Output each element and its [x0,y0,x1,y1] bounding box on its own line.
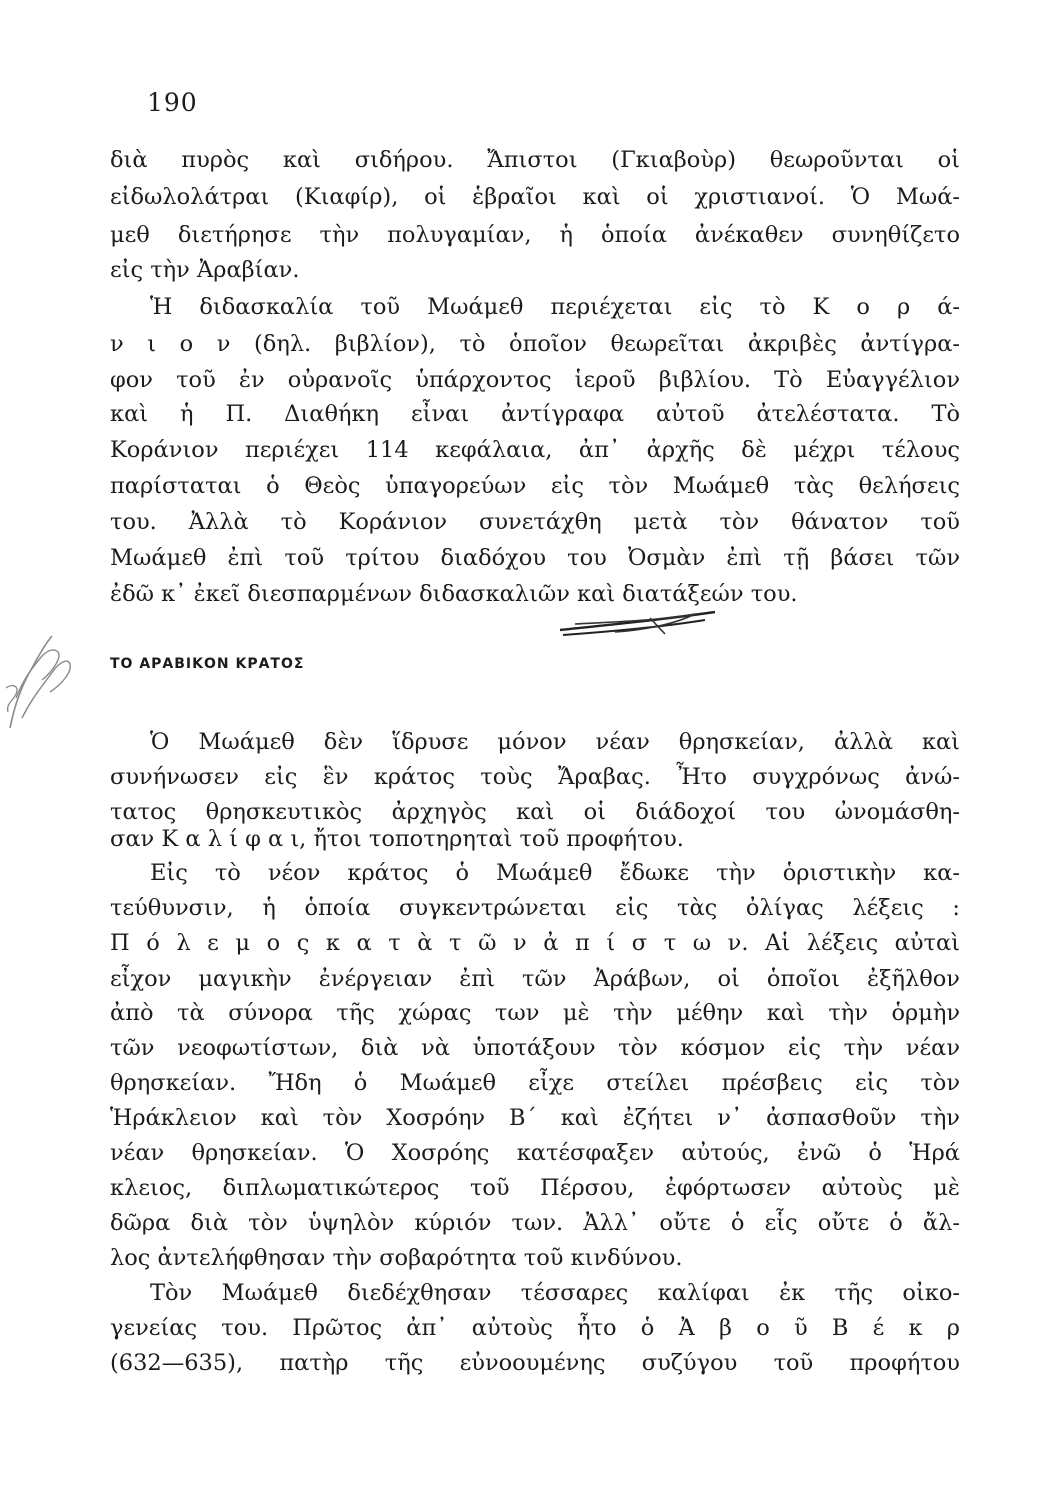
text-line: μεθ διετήρησε τὴν πολυγαμίαν, ἡ ὁποία ἀνέκαθεν συνηθίζετο [110,222,960,248]
text-line: παρίσταται ὁ Θεὸς ὑπαγορεύων εἰς τὸν Μωάμεθ τὰς θελήσεις [110,473,960,499]
text-line: καὶ ἡ Π. Διαθήκη εἶναι ἀντίγραφα αὐτοῦ ἀτελέστατα. Τὸ [110,401,960,427]
text-line: του. Ἀλλὰ τὸ Κοράνιον συνετάχθη μετὰ τὸν θάνατον τοῦ [110,509,960,535]
text-line: συνήνωσεν εἰς ἓν κράτος τοὺς Ἄραβας. Ἦτο συγχρόνως ἀνώ- [110,764,960,790]
ornament-divider [555,608,725,640]
margin-scribble [2,628,77,738]
text-line: ἐδῶ κ᾽ ἐκεῖ διεσπαρμένων διδασκαλιῶν καὶ διατάξεών του. [110,581,798,607]
text-line: τῶν νεοφωτίστων, διὰ νὰ ὑποτάξουν τὸν κόσμον εἰς τὴν νέαν [110,1035,960,1061]
text-line: σαν Κ α λ ί φ α ι, ἤτοι τοποτηρηταὶ τοῦ προφήτου. [110,826,684,852]
text-line: νέαν θρησκείαν. Ὁ Χοσρόης κατέσφαξεν αὐτούς, ἐνῶ ὁ Ἡρά [110,1140,960,1166]
text-line: θρησκείαν. Ἤδη ὁ Μωάμεθ εἶχε στείλει πρέσβεις εἰς τὸν [110,1070,960,1096]
text-line: τατος θρησκευτικὸς ἀρχηγὸς καὶ οἱ διάδοχοί του ὠνομάσθη- [110,799,960,825]
section-heading: ΤΟ ΑΡΑΒΙΚΟΝ ΚΡΑΤΟΣ [110,656,305,672]
text-line: κλειος, διπλωματικώτερος τοῦ Πέρσου, ἐφόρτωσεν αὐτοὺς μὲ [110,1175,960,1201]
text-line: διὰ πυρὸς καὶ σιδήρου. Ἄπιστοι (Γκιαβοὺρ) θεωροῦνται οἱ [110,147,960,173]
text-line: Π ό λ ε μ ο ς κ α τ ὰ τ ῶ ν ἀ π ί σ τ ω ν. Αἱ λέξεις αὐταὶ [110,930,960,956]
text-line: εἰδωλολάτραι (Κιαφίρ), οἱ ἑβραῖοι καὶ οἱ χριστιανοί. Ὁ Μωά- [110,184,960,210]
text-line: γενείας του. Πρῶτος ἀπ᾽ αὐτοὺς ἦτο ὁ Ἀ β ο ῦ Β έ κ ρ [110,1315,960,1341]
text-line: ἀπὸ τὰ σύνορα τῆς χώρας των μὲ τὴν μέθην καὶ τὴν ὁρμὴν [110,1000,960,1026]
text-line: τεύθυνσιν, ἡ ὁποία συγκεντρώνεται εἰς τὰς ὀλίγας λέξεις : [110,895,960,921]
text-line: Τὸν Μωάμεθ διεδέχθησαν τέσσαρες καλίφαι ἐκ τῆς οἰκο- [150,1280,960,1306]
text-line: ν ι ο ν (δηλ. βιβλίον), τὸ ὁποῖον θεωρεῖται ἀκριβὲς ἀντίγρα- [110,331,960,357]
text-line: Ὁ Μωάμεθ δὲν ἵδρυσε μόνον νέαν θρησκείαν, ἀλλὰ καὶ [150,729,960,755]
text-line: Εἰς τὸ νέον κράτος ὁ Μωάμεθ ἔδωκε τὴν ὁριστικὴν κα- [150,860,960,886]
text-line: δῶρα διὰ τὸν ὑψηλὸν κύριόν των. Ἀλλ᾽ οὔτε ὁ εἷς οὔτε ὁ ἄλ- [110,1210,960,1236]
page-number: 190 [147,88,198,117]
text-line: λος ἀντελήφθησαν τὴν σοβαρότητα τοῦ κινδύνου. [110,1245,683,1271]
text-line: Μωάμεθ ἐπὶ τοῦ τρίτου διαδόχου του Ὀσμὰν ἐπὶ τῇ βάσει τῶν [110,545,960,571]
text-line: (632—635), πατὴρ τῆς εὐνοουμένης συζύγου τοῦ προφήτου [110,1350,960,1376]
text-line: Ἡράκλειον καὶ τὸν Χοσρόην Β´ καὶ ἐζήτει ν᾽ ἀσπασθοῦν τὴν [110,1105,960,1131]
text-line: φον τοῦ ἐν οὐρανοῖς ὑπάρχοντος ἱεροῦ βιβλίου. Τὸ Εὐαγγέλιον [110,367,960,393]
text-line: εἶχον μαγικὴν ἐνέργειαν ἐπὶ τῶν Ἀράβων, οἱ ὁποῖοι ἐξῆλθον [110,966,960,992]
text-line: Ἡ διδασκαλία τοῦ Μωάμεθ περιέχεται εἰς τὸ Κ ο ρ ά- [150,294,960,320]
text-line: εἰς τὴν Ἀραβίαν. [110,257,300,283]
text-line: Κοράνιον περιέχει 114 κεφάλαια, ἀπ᾽ ἀρχῆς δὲ μέχρι τέλους [110,437,960,463]
